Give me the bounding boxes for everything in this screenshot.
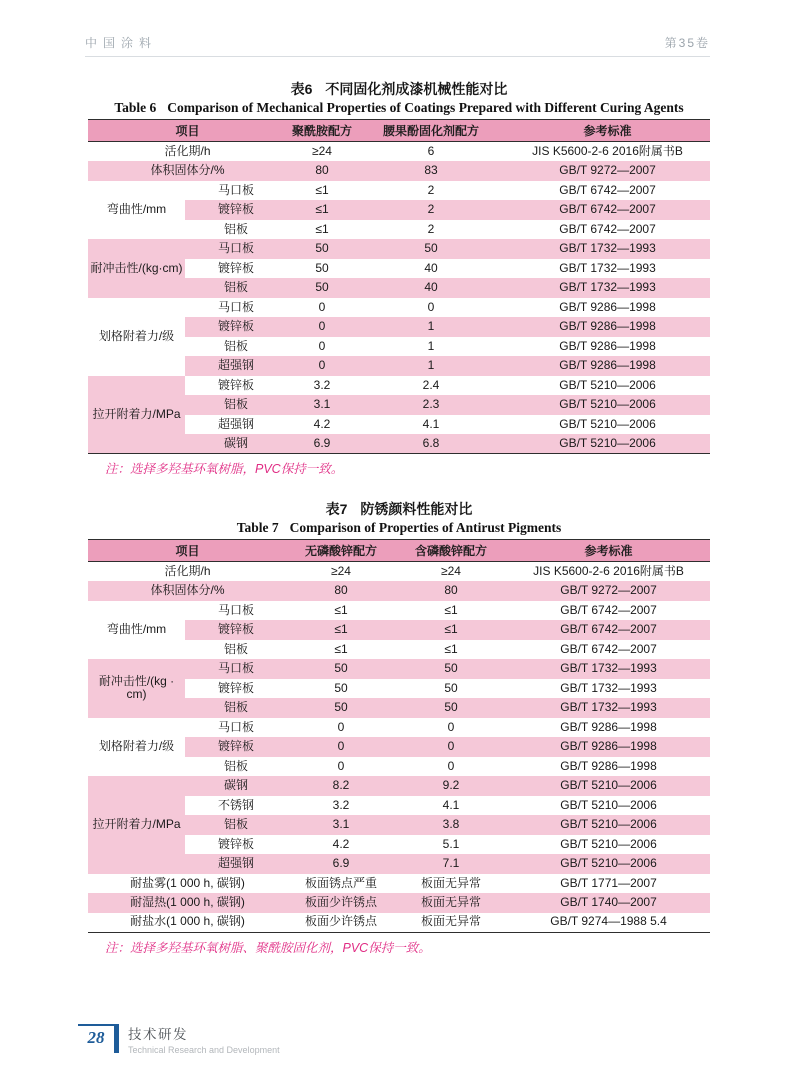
- cell-standard: GB/T 1732—1993: [505, 278, 710, 298]
- cell-standard: JIS K5600-2-6 2016附属书B: [533, 563, 684, 578]
- row-sub-label: 镀锌板: [218, 680, 255, 695]
- cell-standard: GB/T 9286—1998: [507, 737, 710, 757]
- row-sub-label: 铝板: [185, 278, 287, 298]
- row-sub-label: 超强钢: [185, 854, 287, 874]
- cell-value: 板面少许锈点: [287, 893, 395, 913]
- cell-value: 0: [287, 737, 395, 757]
- cell-standard: GB/T 5210—2006: [559, 416, 656, 431]
- cell-value: 0: [287, 317, 357, 337]
- cell-value: ≥24: [312, 143, 332, 158]
- cell-value: 50: [395, 698, 507, 718]
- cell-standard: GB/T 5210—2006: [559, 377, 656, 392]
- row-sub-label: 铝板: [185, 815, 287, 835]
- cell-value: 板面锈点严重: [305, 875, 378, 890]
- table7-antirust-pigments-comparison: [88, 539, 710, 933]
- table-row: [88, 181, 710, 201]
- page-content: [88, 74, 710, 956]
- cell-standard: GB/T 6742—2007: [560, 602, 657, 617]
- row-sub-label: 铝板: [224, 221, 249, 236]
- section-title-zh: 技术研发: [128, 1027, 188, 1042]
- cell-value: ≤1: [444, 641, 458, 656]
- cell-standard: GB/T 9286—1998: [505, 317, 710, 337]
- table-row: [88, 376, 710, 396]
- cell-value: 板面无异常: [421, 914, 482, 929]
- cell-value: ≤1: [444, 602, 458, 617]
- cell-value: 40: [357, 278, 505, 298]
- page-number: 28: [78, 1024, 114, 1050]
- cell-standard: GB/T 5210—2006: [560, 836, 657, 851]
- table-row: [88, 142, 710, 162]
- cell-value: ≤1: [315, 221, 329, 236]
- table6-note: 注：选择多羟基环氧树脂，PVC保持一致。: [105, 462, 344, 476]
- row-sub-label: 超强钢: [218, 416, 255, 431]
- cell-value: 2: [357, 200, 505, 220]
- row-group-label: 活化期/h: [88, 562, 287, 582]
- cell-standard: GB/T 1732—1993: [559, 260, 656, 275]
- row-sub-label: 铝板: [224, 641, 249, 656]
- cell-value: ≤1: [287, 620, 395, 640]
- row-sub-label: 马口板: [218, 719, 255, 734]
- column-header: 项目: [88, 540, 287, 562]
- cell-value: ≤1: [334, 602, 348, 617]
- cell-value: 1: [427, 338, 435, 353]
- cell-standard: JIS K5600-2-6 2016附属书B: [532, 143, 683, 158]
- row-group-label: 耐盐雾(1 000 h, 碳钢): [88, 874, 287, 894]
- table-row: [88, 601, 710, 621]
- row-sub-label: 镀锌板: [185, 317, 287, 337]
- table-row: [88, 718, 710, 738]
- table-header-row: [88, 120, 710, 142]
- cell-value: 50: [287, 239, 357, 259]
- cell-value: 3.1: [287, 815, 395, 835]
- table6-number-zh: 表6: [290, 81, 313, 97]
- column-header: 无磷酸锌配方: [287, 540, 395, 562]
- cell-value: 83: [357, 161, 505, 181]
- page-footer: [78, 1024, 280, 1055]
- cell-value: 4.1: [422, 416, 440, 431]
- cell-value: 2: [427, 221, 435, 236]
- table-row: [88, 298, 710, 318]
- table7-number-zh: 表7: [325, 501, 348, 517]
- row-group-label: 划格附着力/级: [88, 298, 185, 376]
- cell-value: ≤1: [315, 182, 329, 197]
- cell-standard: GB/T 1732—1993: [505, 239, 710, 259]
- cell-value: 50: [444, 680, 458, 695]
- table-header-row: [88, 540, 710, 562]
- cell-value: 0: [287, 356, 357, 376]
- cell-standard: GB/T 6742—2007: [505, 200, 710, 220]
- section-title-en: Technical Research and Development: [128, 1045, 280, 1055]
- cell-value: 0: [318, 338, 326, 353]
- cell-value: 0: [337, 758, 345, 773]
- cell-standard: GB/T 1732—1993: [507, 659, 710, 679]
- cell-value: 80: [287, 581, 395, 601]
- cell-standard: GB/T 1740—2007: [507, 893, 710, 913]
- row-sub-label: 铝板: [224, 338, 249, 353]
- cell-value: 6.9: [287, 854, 395, 874]
- cell-standard: GB/T 5210—2006: [505, 434, 710, 454]
- row-sub-label: 镀锌板: [218, 377, 255, 392]
- cell-value: 6.9: [287, 434, 357, 454]
- cell-standard: GB/T 9286—1998: [560, 758, 657, 773]
- cell-standard: GB/T 5210—2006: [507, 854, 710, 874]
- column-header: 聚酰胺配方: [287, 120, 357, 142]
- row-group-label: 弯曲性/mm: [88, 181, 185, 240]
- row-group-label: 耐冲击性/(kg·cm): [88, 239, 185, 298]
- table-row: [88, 913, 710, 933]
- cell-value: 0: [447, 719, 455, 734]
- table7-note: 注：选择多羟基环氧树脂、聚酰胺固化剂，PVC保持一致。: [105, 940, 431, 955]
- row-sub-label: 铝板: [224, 758, 249, 773]
- cell-value: 2: [427, 182, 435, 197]
- cell-standard: GB/T 9272—2007: [505, 161, 710, 181]
- table-row: [88, 776, 710, 796]
- cell-value: 50: [287, 698, 395, 718]
- table-row: [88, 562, 710, 582]
- cell-value: 50: [315, 260, 329, 275]
- row-group-label: 体积固体分/%: [88, 161, 287, 181]
- cell-value: 0: [427, 299, 435, 314]
- row-sub-label: 不锈钢: [218, 797, 255, 812]
- cell-standard: GB/T 9272—2007: [507, 581, 710, 601]
- table-row: [88, 239, 710, 259]
- column-header: 参考标准: [505, 120, 710, 142]
- cell-value: 4.1: [442, 797, 460, 812]
- row-group-label: 弯曲性/mm: [88, 601, 185, 660]
- cell-value: ≥24: [331, 563, 351, 578]
- cell-value: 4.2: [313, 416, 331, 431]
- table-row: [88, 161, 710, 181]
- row-group-label: 划格附着力/级: [88, 718, 185, 777]
- cell-value: 50: [395, 659, 507, 679]
- cell-value: 3.8: [395, 815, 507, 835]
- cell-value: 1: [357, 317, 505, 337]
- cell-value: 6: [427, 143, 435, 158]
- cell-value: 5.1: [442, 836, 460, 851]
- cell-value: 80: [395, 581, 507, 601]
- table7-title-zh: [88, 500, 710, 518]
- row-sub-label: 镀锌板: [185, 620, 287, 640]
- table-row: [88, 581, 710, 601]
- cell-standard: GB/T 9286—1998: [505, 356, 710, 376]
- cell-standard: GB/T 1732—1993: [560, 680, 657, 695]
- cell-value: ≤1: [287, 200, 357, 220]
- cell-value: 80: [287, 161, 357, 181]
- cell-value: 板面无异常: [421, 875, 482, 890]
- column-header: 项目: [88, 120, 287, 142]
- footer-section: [128, 1024, 280, 1055]
- cell-value: 2.3: [357, 395, 505, 415]
- cell-value: 板面无异常: [395, 893, 507, 913]
- cell-standard: GB/T 6742—2007: [560, 641, 657, 656]
- cell-standard: GB/T 1771—2007: [560, 875, 657, 890]
- row-sub-label: 马口板: [185, 659, 287, 679]
- cell-value: 0: [318, 299, 326, 314]
- cell-value: 3.2: [332, 797, 350, 812]
- row-sub-label: 铝板: [185, 395, 287, 415]
- cell-value: 0: [447, 758, 455, 773]
- cell-value: ≤1: [395, 620, 507, 640]
- table7-caption-zh: 防锈颜料性能对比: [360, 501, 473, 517]
- table6-caption-zh: 不同固化剂成漆机械性能对比: [325, 81, 508, 97]
- table-row: [88, 893, 710, 913]
- row-sub-label: 马口板: [185, 239, 287, 259]
- footer-divider-bar: [114, 1024, 119, 1053]
- table6-curing-agents-comparison: [88, 119, 710, 454]
- row-sub-label: 镀锌板: [218, 836, 255, 851]
- cell-value: 50: [287, 659, 395, 679]
- column-header: 参考标准: [507, 540, 710, 562]
- cell-value: 6.8: [357, 434, 505, 454]
- row-group-label: 活化期/h: [88, 142, 287, 162]
- row-sub-label: 马口板: [218, 182, 255, 197]
- cell-standard: GB/T 6742—2007: [507, 620, 710, 640]
- table7-title-en: [88, 519, 710, 536]
- column-header: 含磷酸锌配方: [395, 540, 507, 562]
- cell-standard: GB/T 5210—2006: [507, 815, 710, 835]
- cell-value: 9.2: [395, 776, 507, 796]
- row-sub-label: 碳钢: [185, 776, 287, 796]
- cell-standard: GB/T 1732—1993: [507, 698, 710, 718]
- table7-number-en: Table 7: [236, 520, 279, 535]
- cell-value: 1: [357, 356, 505, 376]
- cell-value: 4.2: [332, 836, 350, 851]
- row-sub-label: 镀锌板: [185, 737, 287, 757]
- table7-caption-en: Comparison of Properties of Antirust Pigments: [289, 520, 562, 535]
- cell-value: ≥24: [441, 563, 461, 578]
- row-group-label: 体积固体分/%: [88, 581, 287, 601]
- cell-value: 3.2: [313, 377, 331, 392]
- cell-value: 50: [287, 278, 357, 298]
- table6-number-en: Table 6: [114, 100, 157, 115]
- cell-value: ≤1: [334, 641, 348, 656]
- cell-value: 2.4: [422, 377, 440, 392]
- cell-value: 0: [337, 719, 345, 734]
- row-sub-label: 马口板: [218, 602, 255, 617]
- table-row: [88, 659, 710, 679]
- cell-value: 7.1: [395, 854, 507, 874]
- cell-standard: GB/T 6742—2007: [559, 182, 656, 197]
- cell-value: 板面少许锈点: [305, 914, 378, 929]
- running-header: [85, 34, 710, 57]
- cell-value: 3.1: [287, 395, 357, 415]
- table-row: [88, 874, 710, 894]
- row-group-label: 拉开附着力/MPa: [88, 776, 185, 874]
- row-sub-label: 马口板: [218, 299, 255, 314]
- cell-standard: GB/T 6742—2007: [559, 221, 656, 236]
- cell-value: 40: [424, 260, 438, 275]
- row-group-label: 耐冲击性/(kg · cm): [88, 659, 185, 718]
- table6-title-en: [88, 99, 710, 116]
- table6-caption-en: Comparison of Mechanical Properties of Coatings Prepared with Different Curing Agents: [167, 100, 684, 115]
- volume-label: 第35卷: [664, 36, 710, 50]
- journal-name: 中国涂料: [85, 36, 158, 50]
- cell-standard: GB/T 9286—1998: [560, 719, 657, 734]
- cell-value: 50: [357, 239, 505, 259]
- cell-standard: GB/T 5210—2006: [505, 395, 710, 415]
- cell-standard: GB/T 9274—1988 5.4: [550, 914, 667, 929]
- cell-value: 0: [395, 737, 507, 757]
- row-group-label: 拉开附着力/MPa: [88, 376, 185, 454]
- row-sub-label: 铝板: [185, 698, 287, 718]
- table6-title-zh: [88, 80, 710, 98]
- cell-standard: GB/T 9286—1998: [559, 338, 656, 353]
- row-sub-label: 碳钢: [185, 434, 287, 454]
- column-header: 腰果酚固化剂配方: [357, 120, 505, 142]
- cell-value: 50: [334, 680, 348, 695]
- cell-standard: GB/T 9286—1998: [559, 299, 656, 314]
- cell-standard: GB/T 5210—2006: [560, 797, 657, 812]
- row-group-label: 耐湿热(1 000 h, 碳钢): [88, 893, 287, 913]
- row-group-label: 耐盐水(1 000 h, 碳钢): [88, 913, 287, 933]
- row-sub-label: 镀锌板: [218, 260, 255, 275]
- cell-standard: GB/T 5210—2006: [507, 776, 710, 796]
- row-sub-label: 超强钢: [185, 356, 287, 376]
- row-sub-label: 镀锌板: [185, 200, 287, 220]
- cell-value: 8.2: [287, 776, 395, 796]
